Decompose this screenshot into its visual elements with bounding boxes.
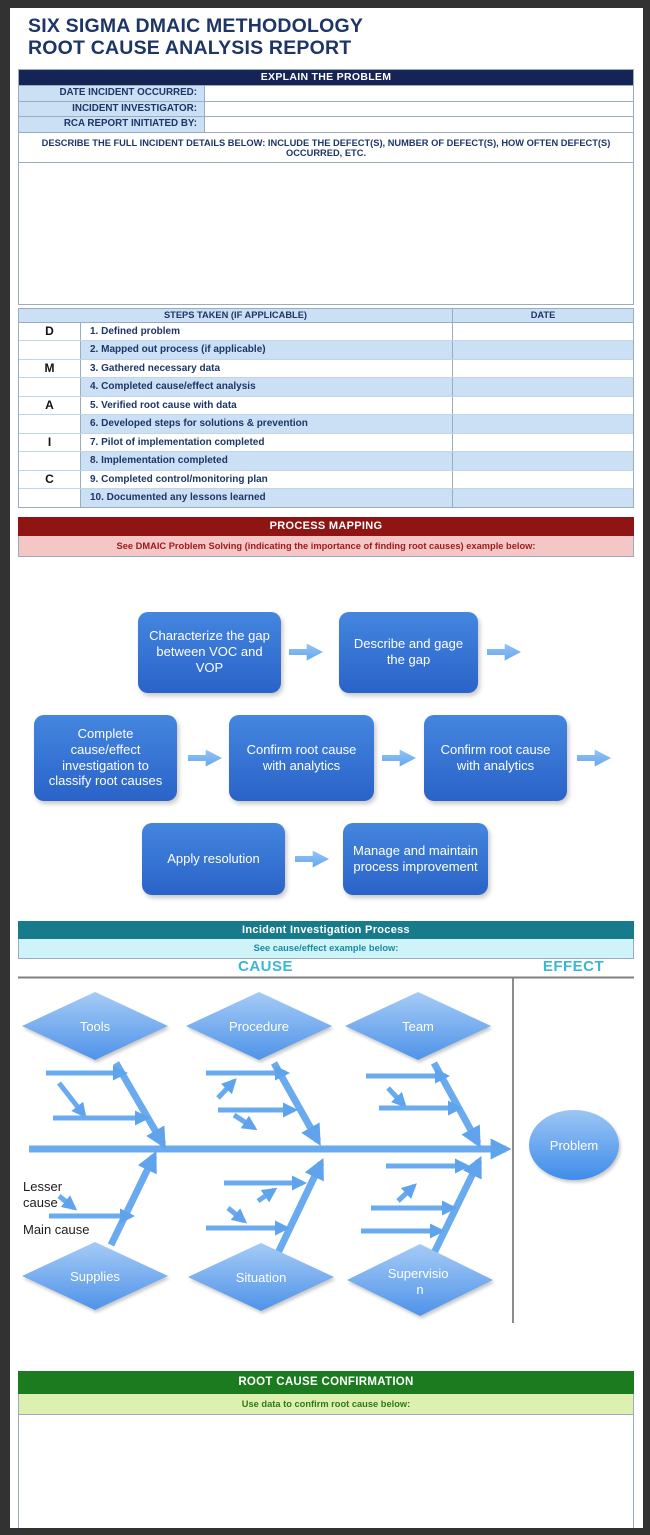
flow-box-characterize-gap: Characterize the gap between VOC and VOP xyxy=(138,612,281,693)
step-row-9 xyxy=(19,470,633,489)
step-3-date[interactable] xyxy=(452,360,633,378)
step-1: 1. Defined problem xyxy=(90,325,181,337)
date-incident-value[interactable] xyxy=(205,86,633,101)
field-row-date-incident xyxy=(19,85,633,101)
page-title xyxy=(28,16,634,59)
step-2-date[interactable] xyxy=(452,341,633,359)
steps-header-row xyxy=(19,309,633,322)
step-8-date[interactable] xyxy=(452,452,633,470)
flow-box-confirm-analytics-2: Confirm root cause with analytics xyxy=(424,715,567,801)
flow-arrow-icon xyxy=(188,750,222,767)
step-row-3 xyxy=(19,359,633,378)
step-1-date[interactable] xyxy=(452,323,633,341)
dmaic-letter-a: A xyxy=(19,397,81,415)
rib-arrow xyxy=(234,1115,254,1128)
report-content xyxy=(18,16,634,1528)
rib-arrow xyxy=(228,1208,244,1221)
tools-label: Tools xyxy=(79,1018,111,1034)
step-row-2 xyxy=(19,340,633,359)
main-cause-note: Main cause xyxy=(23,1221,90,1237)
dmaic-letter-i: I xyxy=(19,434,81,452)
page-title-line1: SIX SIGMA DMAIC METHODOLOGY xyxy=(28,15,364,37)
problem-label: Problem xyxy=(549,1137,599,1153)
flow-arrow-icon xyxy=(382,750,416,767)
describe-incident-label: DESCRIBE THE FULL INCIDENT DETAILS BELOW: INCLUDE THE DEFECT(S), NUMBER OF DEFECT(S), HOW OFTEN DEFECT(S) OCCURRED, ETC. xyxy=(19,132,633,162)
step-5-date[interactable] xyxy=(452,397,633,415)
explain-problem-header: EXPLAIN THE PROBLEM xyxy=(19,70,633,85)
step-row-7 xyxy=(19,433,633,452)
dmaic-letter-blank xyxy=(19,452,81,470)
rca-initiated-label: RCA REPORT INITIATED BY: xyxy=(19,117,205,132)
flow-box-manage-improvement: Manage and maintain process improvement xyxy=(343,823,488,895)
dmaic-letter-c: C xyxy=(19,471,81,489)
rib-arrow xyxy=(388,1088,404,1105)
report-page xyxy=(10,8,643,1528)
lesser-cause-note-line1: Lesser xyxy=(23,1178,63,1194)
flow-box-describe-gage: Describe and gage the gap xyxy=(339,612,478,693)
process-mapping-subheader: See DMAIC Problem Solving (indicating the importance of finding root causes) example below: xyxy=(18,536,634,557)
lesser-cause-arrow xyxy=(59,1196,74,1208)
step-2: 2. Mapped out process (if applicable) xyxy=(81,341,452,359)
step-6: 6. Developed steps for solutions & prevention xyxy=(81,415,452,433)
step-3: 3. Gathered necessary data xyxy=(90,362,221,374)
flow-box-complete-investigation: Complete cause/effect investigation to classify root causes xyxy=(34,715,177,801)
procedure-label: Procedure xyxy=(229,1018,289,1034)
field-row-investigator xyxy=(19,101,633,117)
rib-arrow xyxy=(59,1083,84,1115)
steps-table xyxy=(18,308,634,508)
rib-arrow xyxy=(218,1081,234,1098)
root-cause-header: ROOT CAUSE CONFIRMATION xyxy=(18,1371,634,1394)
step-5: 5. Verified root cause with data xyxy=(90,399,237,411)
step-10-date[interactable] xyxy=(452,489,633,507)
supplies-label: Supplies xyxy=(70,1268,120,1284)
supplies-bone-arrow xyxy=(111,1156,154,1245)
incident-details-textarea[interactable] xyxy=(19,162,633,304)
flow-arrow-icon xyxy=(487,644,521,661)
effect-label: EFFECT xyxy=(542,957,605,975)
date-header: DATE xyxy=(452,309,633,322)
rib-arrow xyxy=(258,1190,274,1201)
step-row-5 xyxy=(19,396,633,415)
dmaic-letter-blank xyxy=(19,415,81,433)
step-row-4 xyxy=(19,377,633,396)
team-label: Team xyxy=(402,1018,434,1034)
supervision-label-line1: Supervisio xyxy=(387,1265,449,1281)
explain-problem-table xyxy=(18,69,634,305)
step-4-date[interactable] xyxy=(452,378,633,396)
process-mapping-header: PROCESS MAPPING xyxy=(18,517,634,536)
step-9: 9. Completed control/monitoring plan xyxy=(90,473,268,485)
step-10: 10. Documented any lessons learned xyxy=(81,489,452,507)
incident-investigation-subheader: See cause/effect example below: xyxy=(18,939,634,959)
flow-box-apply-resolution: Apply resolution xyxy=(142,823,285,895)
dmaic-letter-m: M xyxy=(19,360,81,378)
fishbone-diagram xyxy=(18,976,634,1331)
flow-arrow-icon xyxy=(577,750,611,767)
flow-arrow-icon xyxy=(289,644,323,661)
step-row-10 xyxy=(19,488,633,507)
cause-effect-labels xyxy=(18,959,634,976)
flow-arrow-icon xyxy=(295,851,329,868)
rca-initiated-value[interactable] xyxy=(205,117,633,132)
situation-label: Situation xyxy=(235,1269,287,1285)
root-cause-textarea[interactable] xyxy=(18,1415,634,1529)
dmaic-letter-blank xyxy=(19,341,81,359)
lesser-cause-note-line2: cause xyxy=(23,1194,58,1210)
steps-header: STEPS TAKEN (IF APPLICABLE) xyxy=(163,309,308,320)
supervision-label-line2: n xyxy=(416,1281,424,1297)
flow-box-confirm-analytics-1: Confirm root cause with analytics xyxy=(229,715,374,801)
page-title-line2: ROOT CAUSE ANALYSIS REPORT xyxy=(28,36,352,59)
dmaic-letter-blank xyxy=(19,489,81,507)
step-row-1 xyxy=(19,322,633,341)
step-9-date[interactable] xyxy=(452,471,633,489)
root-cause-subheader: Use data to confirm root cause below: xyxy=(18,1394,634,1415)
step-4: 4. Completed cause/effect analysis xyxy=(81,378,452,396)
cause-label: CAUSE xyxy=(237,957,293,975)
step-7: 7. Pilot of implementation completed xyxy=(90,436,265,448)
step-6-date[interactable] xyxy=(452,415,633,433)
date-incident-label: DATE INCIDENT OCCURRED: xyxy=(19,86,205,101)
investigator-value[interactable] xyxy=(205,102,633,117)
step-row-8 xyxy=(19,451,633,470)
rib-arrow xyxy=(398,1186,414,1201)
incident-investigation-header: Incident Investigation Process xyxy=(18,921,634,939)
process-mapping-flowchart xyxy=(18,557,634,921)
investigator-label: INCIDENT INVESTIGATOR: xyxy=(19,102,205,117)
step-row-6 xyxy=(19,414,633,433)
situation-bone-arrow xyxy=(278,1163,321,1253)
dmaic-letter-blank xyxy=(19,378,81,396)
field-row-rca-initiated xyxy=(19,116,633,132)
step-8: 8. Implementation completed xyxy=(81,452,452,470)
step-7-date[interactable] xyxy=(452,434,633,452)
dmaic-letter-d: D xyxy=(19,323,81,341)
